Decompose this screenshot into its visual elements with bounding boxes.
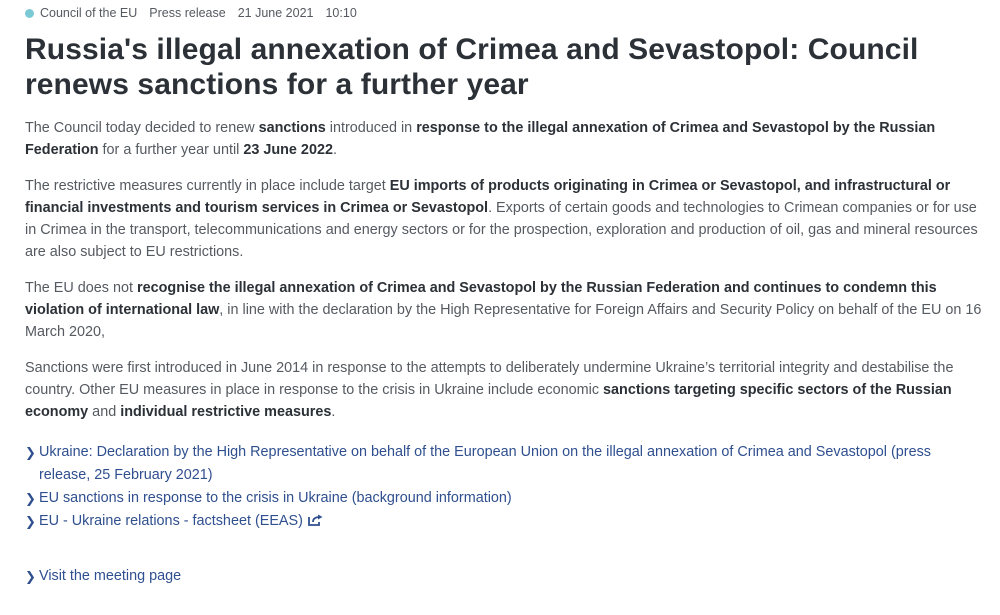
related-links bbox=[25, 441, 986, 533]
meta-organisation: Council of the EU bbox=[40, 6, 138, 20]
related-link-declaration[interactable] bbox=[25, 441, 986, 487]
meta-line bbox=[25, 0, 986, 24]
meta-date: 21 June 2021 bbox=[237, 6, 314, 20]
p4-text-1: Sanctions were first introduced in June 2014 in response to the attempts to deliberately undermine Ukraine’s territorial integrity and destabilise the country. Other EU measures in place in response to the crisis in Ukraine include economic bbox=[25, 360, 954, 398]
meta-type: Press release bbox=[149, 6, 226, 20]
page-title: Russia's illegal annexation of Crimea and Sevastopol: Council renews sanctions for a further year bbox=[25, 33, 919, 101]
p1-bold-2: response to the illegal annexation of Crimea and Sevastopol by the Russian Federation bbox=[25, 120, 936, 158]
p4-text-2: and bbox=[88, 404, 121, 420]
meeting-page-label[interactable]: Visit the meeting page bbox=[39, 568, 182, 584]
p4-bold-1: sanctions targeting specific sectors of the Russian economy bbox=[25, 382, 952, 420]
paragraph-2 bbox=[25, 175, 986, 263]
p3-text-2: , in line with the declaration by the High Representative for Foreign Affairs and Security Policy on behalf of the EU on 16 March 2020, bbox=[25, 302, 982, 340]
meeting-page-link[interactable] bbox=[25, 565, 986, 588]
p2-text-2: . Exports of certain goods and technologies to Crimean companies or for use in Crimea in the transport, telecommunications and energy sectors or for the prospection, exploration and production of oil, gas and mineral resources are also subject to EU restrictions. bbox=[25, 200, 978, 260]
paragraph-1 bbox=[25, 117, 986, 161]
external-link-icon[interactable] bbox=[308, 514, 324, 526]
related-link-factsheet[interactable] bbox=[25, 510, 986, 533]
p2-text-1: The restrictive measures currently in place include target bbox=[25, 178, 390, 194]
paragraph-3 bbox=[25, 277, 986, 343]
chevron-right-icon: ❯ bbox=[25, 445, 36, 460]
p4-bold-2: individual restrictive measures bbox=[120, 404, 332, 420]
related-link-label[interactable]: Ukraine: Declaration by the High Representative on behalf of the European Union on the illegal annexation of Crimea and Sevastopol (press release, 25 February 2021) bbox=[39, 444, 931, 483]
status-dot-icon bbox=[25, 9, 34, 18]
related-link-text[interactable]: EU - Ukraine relations - factsheet (EEAS) bbox=[39, 513, 303, 529]
chevron-right-icon: ❯ bbox=[25, 569, 36, 584]
p1-text-4: . bbox=[332, 142, 337, 158]
p1-text-3: for a further year until bbox=[98, 142, 244, 158]
p1-text-1: The Council today decided to renew bbox=[25, 120, 259, 136]
related-link-label[interactable]: EU sanctions in response to the crisis in Ukraine (background information) bbox=[39, 490, 512, 506]
p1-bold-3: 23 June 2022 bbox=[243, 142, 333, 158]
p1-bold-1: sanctions bbox=[258, 120, 326, 136]
related-link-label[interactable] bbox=[39, 510, 324, 533]
related-link-background[interactable] bbox=[25, 487, 986, 510]
p3-bold-1: recognise the illegal annexation of Crimea and Sevastopol by the Russian Federation and continues to condemn this violation of international law bbox=[25, 280, 937, 318]
paragraph-4 bbox=[25, 357, 986, 423]
meta-time: 10:10 bbox=[325, 6, 357, 20]
p1-text-2: introduced in bbox=[325, 120, 417, 136]
p2-bold-1: EU imports of products originating in Crimea or Sevastopol, and infrastructural or financial investments and tourism services in Crimea or Sevastopol bbox=[25, 178, 951, 216]
chevron-right-icon: ❯ bbox=[25, 491, 36, 506]
chevron-right-icon: ❯ bbox=[25, 514, 36, 529]
p4-text-3: . bbox=[331, 404, 336, 420]
p3-text-1: The EU does not bbox=[25, 280, 137, 296]
